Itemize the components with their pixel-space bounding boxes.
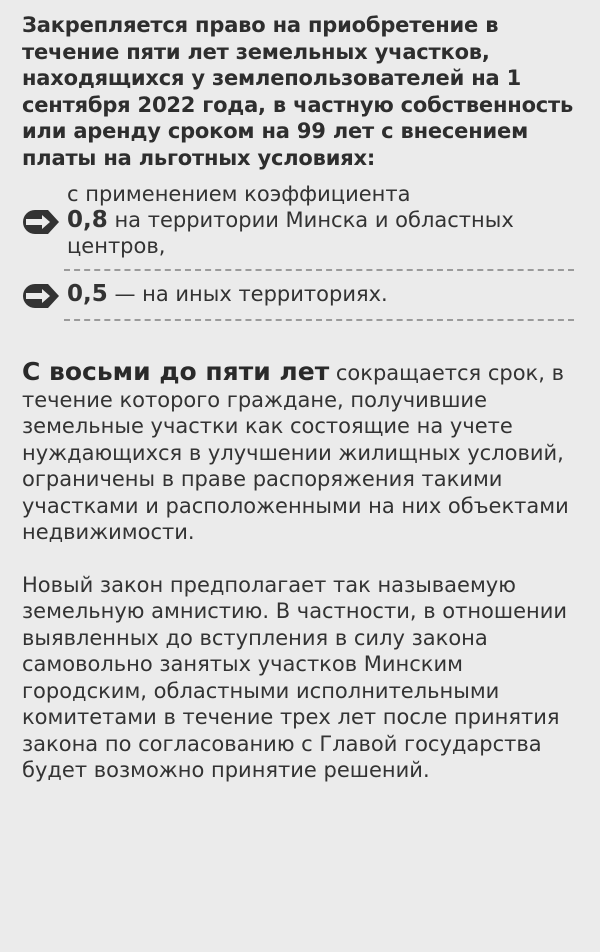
term-text: сокращается срок, в течение которого граждане, получившие земельные участки как состоящие на учете нуждающихся в улучшении жилищных условий, ограничены в праве распоряжения такими участками и расположенными на них объектами недвижимости. bbox=[22, 361, 569, 544]
coefficient-description: на территории Минска и областных центров, bbox=[67, 208, 514, 258]
circle-arrow-right-icon bbox=[22, 283, 60, 309]
term-lead: С восьми до пяти лет bbox=[22, 357, 330, 386]
intro-paragraph: Закрепляется право на приобретение в течение пяти лет земельных участков, находящихся у землепользователей на 1 сентября 2022 года, в частную собственность или аренду сроком на 99 лет с внесением платы на льготных условиях: bbox=[22, 13, 574, 170]
dashed-divider bbox=[64, 319, 574, 321]
circle-arrow-right-icon bbox=[22, 209, 60, 235]
coefficient-list bbox=[22, 181, 586, 321]
coefficient-value: 0,8 bbox=[67, 207, 108, 233]
coefficient-item-1 bbox=[22, 181, 586, 269]
coefficient-item-2 bbox=[22, 271, 586, 319]
coefficient-value: 0,5 bbox=[67, 281, 108, 307]
term-paragraph bbox=[22, 359, 586, 546]
coefficient-prefix: с применением коэффициента bbox=[67, 182, 411, 206]
coefficient-description: — на иных территориях. bbox=[114, 282, 388, 306]
amnesty-paragraph: Новый закон предполагает так называемую земельную амнистию. В частности, в отношении выявленных до вступления в силу закона самовольно занятых участков Минским городским, областными исполнительными комитетами в течение трех лет после принятия закона по согласованию с Главой государства будет возможно принятие решений. bbox=[22, 572, 568, 782]
